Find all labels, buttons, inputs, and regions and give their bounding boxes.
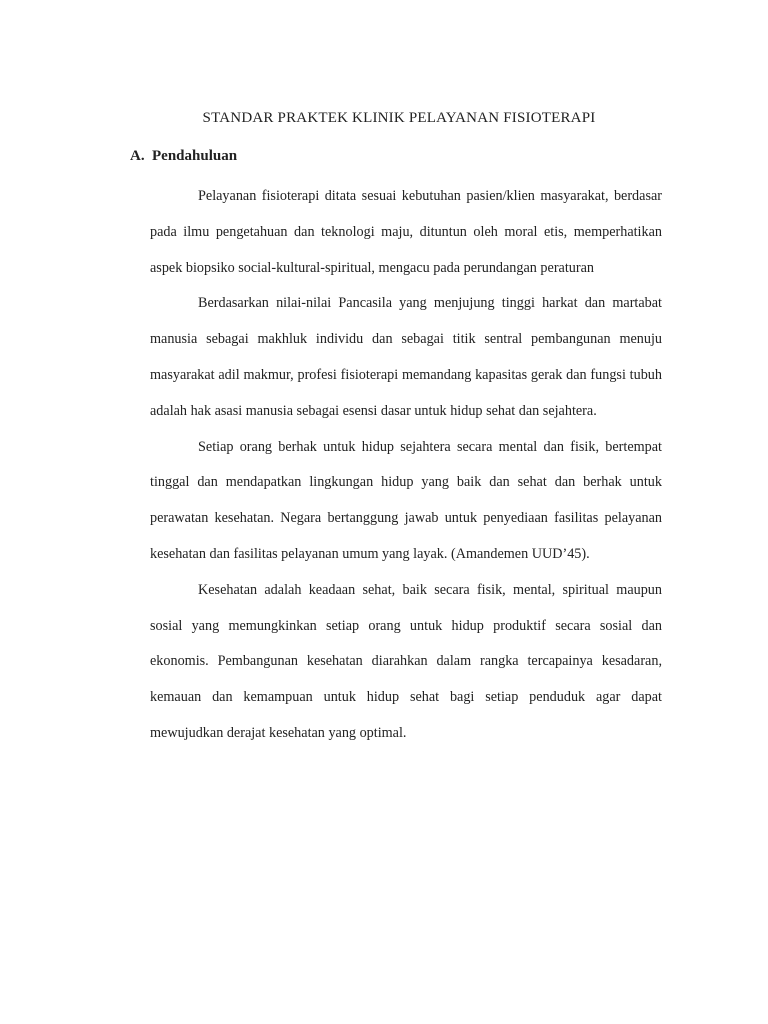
body-text xyxy=(150,179,662,752)
paragraph: Setiap orang berhak untuk hidup sejahtera secara mental dan fisik, bertempat tinggal dan mendapatkan lingkungan hidup yang baik dan sehat dan berhak untuk perawatan kesehatan. Negara bertanggung jawab untuk penyediaan fasilitas pelayanan kesehatan dan fasilitas pelayanan umum yang layak. (Amandemen UUD’45). xyxy=(150,438,662,562)
section-heading xyxy=(130,146,237,166)
paragraph: Pelayanan fisioterapi ditata sesuai kebutuhan pasien/klien masyarakat, berdasar pada ilmu pengetahuan dan teknologi maju, dituntun oleh moral etis, memperhatikan aspek biopsiko social-kultural-spiritual, mengacu pada perundangan peraturan xyxy=(150,188,662,276)
section-title: Pendahuluan xyxy=(152,148,238,164)
paragraph: Kesehatan adalah keadaan sehat, baik secara fisik, mental, spiritual maupun sosial yang memungkinkan setiap orang untuk hidup produktif secara sosial dan ekonomis. Pembangunan kesehatan diarahkan dalam rangka tercapainya kesadaran, kemauan dan kemampuan untuk hidup sehat bagi setiap penduduk agar dapat mewujudkan derajat kesehatan yang optimal. xyxy=(150,581,662,741)
section-letter: A. xyxy=(130,148,145,164)
document-title: STANDAR PRAKTEK KLINIK PELAYANAN FISIOTERAPI xyxy=(202,110,596,126)
paragraph: Berdasarkan nilai-nilai Pancasila yang menjujung tinggi harkat dan martabat manusia sebagai makhluk individu dan sebagai titik sentral pembangunan menuju masyarakat adil makmur, profesi fisioterapi memandang kapasitas gerak dan fungsi tubuh adalah hak asasi manusia sebagai esensi dasar untuk hidup sehat dan sejahtera. xyxy=(150,295,662,419)
